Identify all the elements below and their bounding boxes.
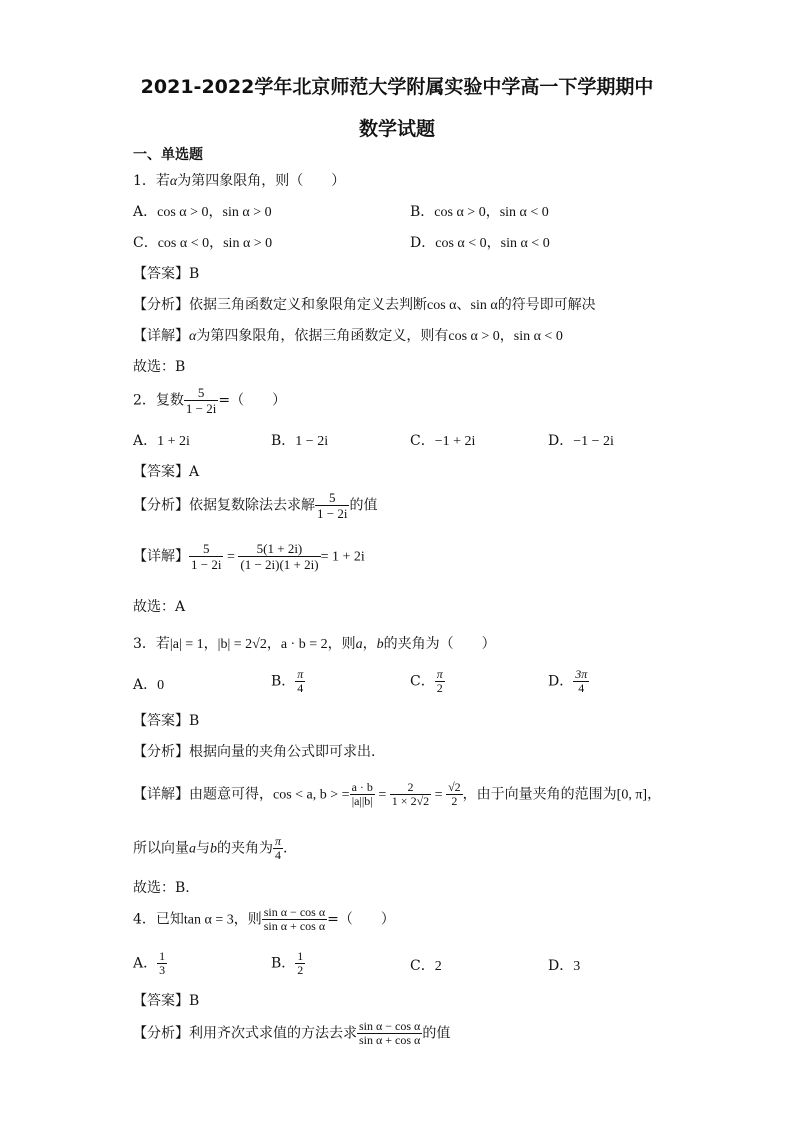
- q3-detail-line2: 所以向量a与b的夹角为 $\frac{\pi}{4}$ .: [133, 834, 288, 862]
- page-subtitle: 数学试题: [358, 118, 435, 140]
- page-title: 2021-2022学年北京师范大学附属实验中学高一下学期期中: [140, 76, 654, 98]
- q1-detail: 【详解】α为第四象限角，依据三角函数定义，则有cos α > 0，sin α < 0: [133, 328, 563, 344]
- q2-option-b: B．1 − 2i: [271, 433, 329, 449]
- q3-analysis: 【分析】根据向量的夹角公式即可求出.: [133, 744, 376, 760]
- q1-option-c: C．cos α < 0，sin α > 0: [133, 235, 273, 251]
- q3-option-c: C． $\frac{\pi}{2}$: [410, 667, 443, 695]
- q4-option-a: A． $\frac{1}{3}$: [133, 949, 166, 977]
- q1-option-a: A．cos α > 0，sin α > 0: [133, 204, 272, 220]
- q1-analysis: 【分析】依据三角函数定义和象限角定义去判断cos α、sin α的符号即可解决: [133, 297, 596, 313]
- q2-detail: 【详解】 $\frac{5}{1 - 2i}$ = $\frac{5(1 + 2i)}{(1 - 2i)(1 + 2i)}$ = 1 + 2i: [133, 541, 365, 572]
- q2-choose: 故选：A: [133, 599, 186, 615]
- q3-option-a: A．0: [133, 677, 165, 693]
- q3-answer: 【答案】B: [133, 713, 200, 729]
- q3-stem: 3．若|a| = 1，|b| = 2√2，a · b = 2，则a，b的夹角为（ ）: [133, 636, 496, 652]
- q2-option-d: D．−1 − 2i: [548, 433, 614, 449]
- q1-answer: 【答案】B: [133, 266, 200, 282]
- q1-stem-pre: 1．若: [133, 173, 170, 189]
- q2-option-a: A．1 + 2i: [133, 433, 190, 449]
- q3-detail: 【详解】由题意可得，cos < a, b > = $\frac{a \cdot b}{|a||b|}$ = $\frac{2}{1 \times 2√2}$ = $\frac{√2}{2}$ ，由于向量夹角的范围为[0, π]，: [133, 780, 662, 808]
- q1-option-b: B．cos α > 0，sin α < 0: [410, 204, 549, 220]
- q3-option-d: D． $\frac{3\pi}{4}$: [548, 667, 588, 695]
- q1-choose: 故选：B: [133, 359, 186, 375]
- q2-fraction: $\frac{5}{1 - 2i}$: [185, 385, 217, 416]
- q4-option-d: D．3: [548, 958, 581, 974]
- q4-analysis: 【分析】利用齐次式求值的方法去求 $\frac{\text{sin α − cos α}}{\text{sin α + cos α}}$ 的值: [133, 1019, 451, 1047]
- section-heading: 一、单选题: [133, 147, 203, 163]
- q3-choose: 故选：B.: [133, 880, 190, 896]
- q3-option-b: B． $\frac{\pi}{4}$: [271, 667, 304, 695]
- q2-stem: 2．复数 $\frac{5}{1 - 2i}$ =（ ）: [133, 385, 287, 416]
- q4-stem: 4．已知tan α = 3，则 $\frac{\text{sin α − cos α}}{\text{sin α + cos α}}$ =（ ）: [133, 905, 395, 933]
- q1-option-d: D．cos α < 0，sin α < 0: [410, 235, 550, 251]
- q1-alpha: α: [169, 174, 178, 189]
- q1-stem-post: 为第四象限角，则（ ）: [177, 173, 346, 189]
- q2-analysis: 【分析】依据复数除法去求解 $\frac{5}{1 - 2i}$ 的值: [133, 490, 378, 521]
- q4-option-c: C．2: [410, 958, 442, 974]
- q2-answer: 【答案】A: [133, 464, 200, 480]
- q4-option-b: B． $\frac{1}{2}$: [271, 949, 304, 977]
- q2-option-c: C．−1 + 2i: [410, 433, 476, 449]
- q4-answer: 【答案】B: [133, 993, 200, 1009]
- q1-stem: [133, 172, 345, 191]
